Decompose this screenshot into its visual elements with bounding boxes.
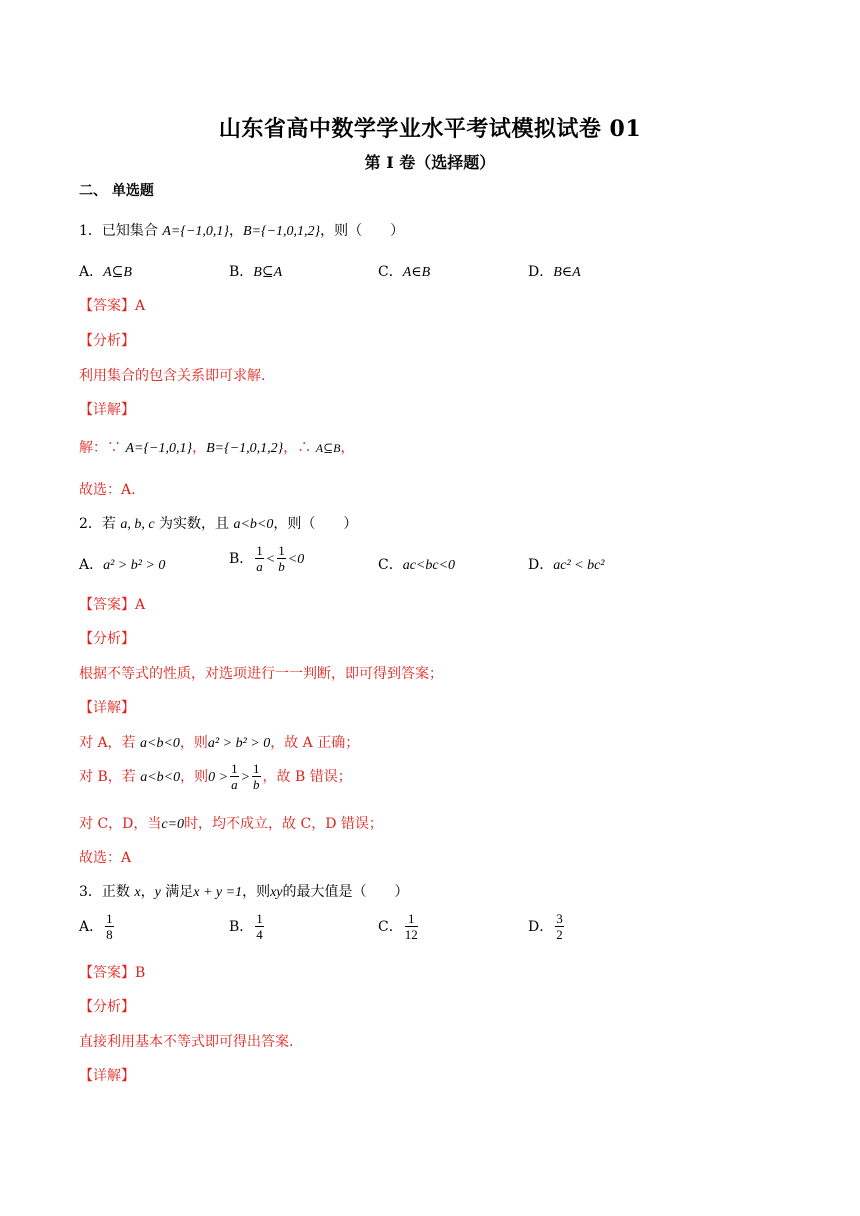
q2-option-b: B． $\frac{1}{a}$ < $\frac{1}{b}$ <0 (229, 543, 305, 574)
section-heading: 二、 单选题 (79, 183, 154, 199)
q2-option-d: D．ac² < bc² (528, 557, 605, 573)
q3-option-c: C． $\frac{1}{12}$ (378, 911, 418, 942)
q1-option-c: C．A∈B (378, 264, 431, 280)
q1-set-b: B={−1,0,1,2} (243, 224, 321, 239)
q1-option-d: D．B∈A (528, 264, 581, 280)
q2-stem: 2．若 a, b, c 为实数，且 a<b<0，则（ ） (79, 516, 358, 532)
q3-stem: 3．正数 x，y 满足x + y =1，则xy的最大值是（ ） (79, 884, 409, 900)
q1-detail-tag: 【详解】 (79, 402, 135, 418)
q2-analysis: 根据不等式的性质，对选项进行一一判断，即可得到答案； (79, 666, 443, 682)
q2-answer: 【答案】A (79, 597, 146, 613)
q1-conclusion: 故选：A. (79, 482, 136, 498)
q2-detail-2: 对 B，若 a<b<0，则0 > $\frac{1}{a}$ > $\frac{1}{b}$ ，故 B 错误； (79, 761, 352, 792)
q2-conclusion: 故选：A (79, 850, 132, 866)
q1-analysis: 利用集合的包含关系即可求解. (79, 368, 266, 384)
q3-option-a: A． $\frac{1}{8}$ (79, 911, 113, 942)
q1-option-a: A．A⊆B (79, 264, 132, 280)
q2-analysis-tag: 【分析】 (79, 631, 135, 647)
q1-answer: 【答案】A (79, 298, 146, 314)
q2-option-a: A．a² > b² > 0 (79, 557, 166, 573)
q3-answer: 【答案】B (79, 965, 146, 981)
q3-analysis: 直接利用基本不等式即可得出答案. (79, 1034, 294, 1050)
q3-option-d: D． $\frac{3}{2}$ (528, 911, 563, 942)
q2-detail-1: 对 A，若 a<b<0，则a² > b² > 0，故 A 正确； (79, 735, 360, 751)
document-title: 山东省高中数学学业水平考试模拟试卷 01 (218, 116, 642, 142)
q1-option-b: B．B⊆A (229, 264, 283, 280)
q1-detail: 解：∵ A={−1,0,1}，B={−1,0,1,2}，∴ A⊆B， (79, 440, 355, 456)
q2-option-c: C．ac<bc<0 (378, 557, 456, 573)
document-subtitle: 第 I 卷（选择题） (364, 153, 496, 172)
q3-detail-tag: 【详解】 (79, 1068, 135, 1084)
q1-stem: 1．已知集合 A={−1,0,1}，B={−1,0,1,2}，则（ ） (79, 223, 405, 239)
q2-detail-tag: 【详解】 (79, 700, 135, 716)
q2-detail-3: 对 C，D，当c=0时，均不成立，故 C，D 错误； (79, 816, 383, 832)
q3-analysis-tag: 【分析】 (79, 999, 135, 1015)
q1-analysis-tag: 【分析】 (79, 333, 135, 349)
q3-option-b: B． $\frac{1}{4}$ (229, 911, 263, 942)
q1-set-a: A={−1,0,1} (162, 224, 230, 239)
